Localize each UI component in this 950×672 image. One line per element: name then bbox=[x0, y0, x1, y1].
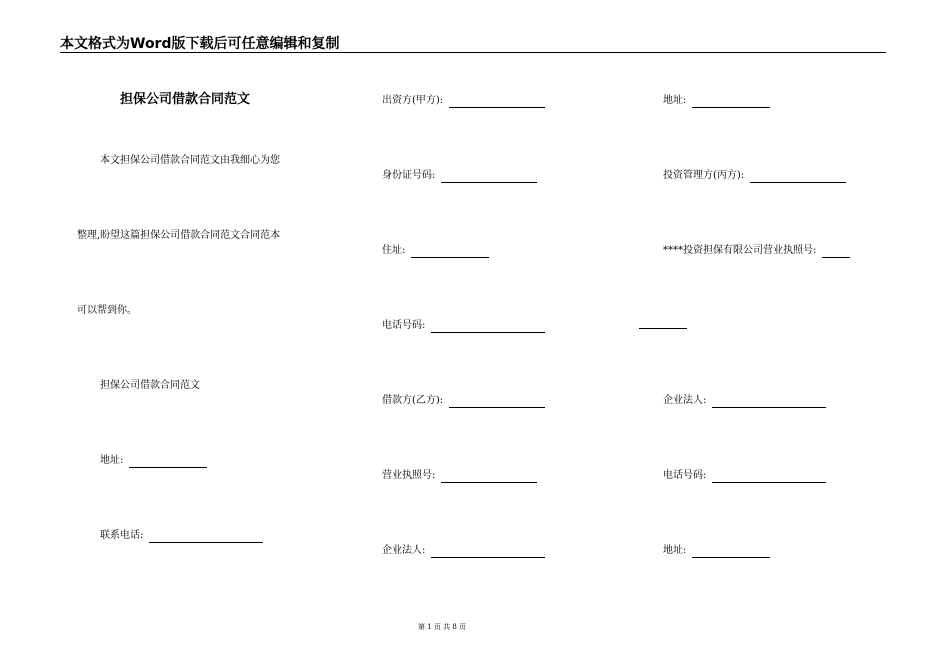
right-address-field-1 bbox=[663, 94, 770, 108]
field-label: 联系电话: bbox=[100, 530, 144, 541]
contract-subtitle: 担保公司借款合同范文 bbox=[100, 380, 200, 391]
right-address-field-2 bbox=[663, 544, 770, 558]
blank-line bbox=[750, 172, 846, 183]
field-label: 出资方(甲方): bbox=[382, 95, 444, 106]
investment-manager-field bbox=[663, 169, 846, 183]
field-label: ****投资担保有限公司营业执照号: bbox=[663, 245, 817, 256]
left-phone-field bbox=[100, 529, 263, 543]
blank-line bbox=[449, 97, 545, 108]
intro-line-2: 整理,盼望这篇担保公司借款合同范文合同范本 bbox=[77, 230, 281, 241]
blank-line bbox=[411, 247, 489, 258]
field-label: 借款方(乙方): bbox=[382, 395, 444, 406]
document-title: 担保公司借款合同范文 bbox=[120, 92, 251, 107]
legal-rep-field bbox=[382, 544, 545, 558]
field-label: 地址: bbox=[100, 455, 124, 466]
guarantee-company-license-field bbox=[663, 244, 850, 258]
field-label: 投资管理方(丙方): bbox=[663, 170, 745, 181]
page-number: 第 1 页 共 8 页 bbox=[417, 623, 467, 631]
phone-number-field bbox=[382, 319, 545, 333]
right-legal-rep-field bbox=[663, 394, 826, 408]
intro-line-1: 本文担保公司借款合同范文由我细心为您 bbox=[100, 155, 280, 166]
borrower-field bbox=[382, 394, 545, 408]
header-divider bbox=[60, 52, 886, 53]
document-header-title: 本文格式为Word版下载后可任意编辑和复制 bbox=[60, 36, 340, 52]
blank-line bbox=[129, 457, 207, 468]
id-number-field bbox=[382, 169, 537, 183]
blank-line bbox=[692, 547, 770, 558]
blank-line bbox=[449, 397, 545, 408]
business-license-field bbox=[382, 469, 537, 483]
field-label: 企业法人: bbox=[663, 395, 707, 406]
blank-line bbox=[441, 472, 537, 483]
field-label: 电话号码: bbox=[382, 320, 426, 331]
blank-line bbox=[149, 532, 263, 543]
left-address-field bbox=[100, 454, 207, 468]
field-label: 身份证号码: bbox=[382, 170, 436, 181]
lender-field bbox=[382, 94, 545, 108]
field-label: 地址: bbox=[663, 95, 687, 106]
license-continuation-blank-line bbox=[639, 328, 687, 329]
field-label: 住址: bbox=[382, 245, 406, 256]
blank-line bbox=[431, 547, 545, 558]
field-label: 电话号码: bbox=[663, 470, 707, 481]
residence-field bbox=[382, 244, 489, 258]
blank-line bbox=[712, 397, 826, 408]
field-label: 企业法人: bbox=[382, 545, 426, 556]
intro-line-3: 可以帮到你。 bbox=[77, 305, 137, 316]
blank-line bbox=[712, 472, 826, 483]
field-label: 地址: bbox=[663, 545, 687, 556]
blank-line bbox=[431, 322, 545, 333]
blank-line bbox=[441, 172, 537, 183]
right-phone-field bbox=[663, 469, 826, 483]
blank-line bbox=[692, 97, 770, 108]
field-label: 营业执照号: bbox=[382, 470, 436, 481]
blank-line bbox=[822, 247, 850, 258]
